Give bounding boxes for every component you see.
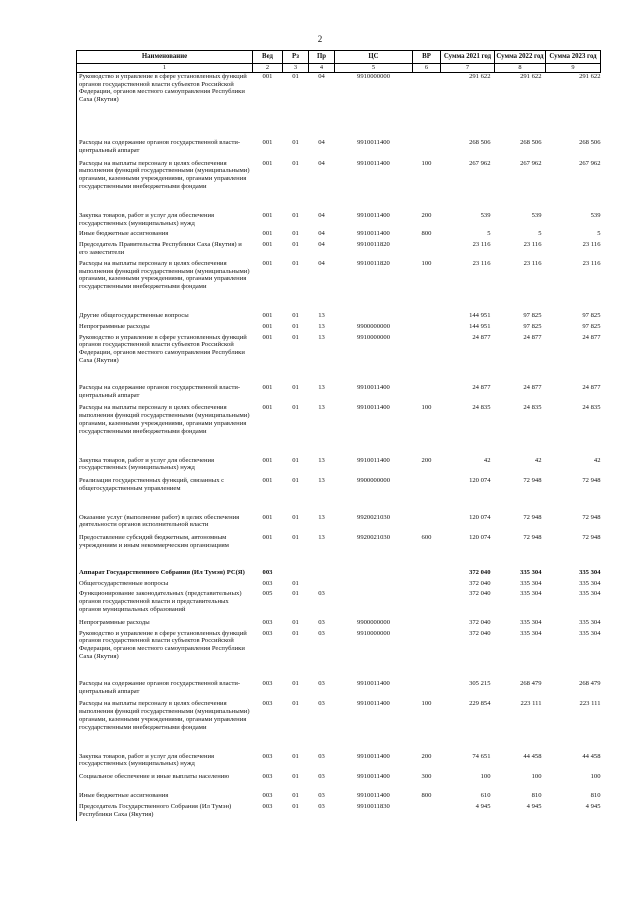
row-cs: 9910000000 xyxy=(357,72,390,80)
row-sum-2023: 72 948 xyxy=(582,477,601,485)
table-row xyxy=(77,619,601,630)
row-sum-2022: 335 304 xyxy=(520,568,542,576)
row-sum-2023: 335 304 xyxy=(579,568,601,576)
row-ved: 001 xyxy=(262,72,273,80)
row-pr: 03 xyxy=(318,629,325,637)
row-sum-2021: 229 854 xyxy=(469,700,491,708)
row-sum-2023: 5 xyxy=(597,230,601,238)
row-sum-2021: 24 877 xyxy=(472,383,491,391)
row-name: Председатель Государственного Собрания (Ил Тумэн) Республики Саха (Якутия) xyxy=(77,803,253,822)
row-rz: 01 xyxy=(292,679,299,687)
row-rz: 01 xyxy=(292,311,299,319)
row-ved: 001 xyxy=(262,404,273,412)
row-name: Расходы на выплаты персоналу в целях обеспечения выполнения функций государственными (муниципальными) органами, казенными учреждениями, органами управления государственными внебюджетными фондами xyxy=(77,700,253,752)
row-sum-2021: 24 835 xyxy=(472,404,491,412)
row-sum-2023: 223 111 xyxy=(579,700,601,708)
row-sum-2021: 4 945 xyxy=(475,802,491,810)
row-sum-2021: 539 xyxy=(480,211,491,219)
row-name: Расходы на выплаты персоналу в целях обеспечения выполнения функций государственными (муниципальными) органами, казенными учреждениями, органами управления государственными внебюджетными фондами xyxy=(77,160,253,212)
table-row xyxy=(77,323,601,334)
row-sum-2022: 810 xyxy=(531,792,542,800)
row-cs xyxy=(335,312,413,323)
row-cs: 9920021030 xyxy=(357,513,390,521)
row-sum-2021: 144 951 xyxy=(469,322,491,330)
row-sum-2023: 24 835 xyxy=(582,404,601,412)
row-name: Иные бюджетные ассигнования xyxy=(77,792,253,803)
row-sum-2022: 100 xyxy=(531,773,542,781)
row-rz: 01 xyxy=(292,590,299,598)
row-pr: 13 xyxy=(318,383,325,391)
row-vr: 100 xyxy=(421,159,432,167)
row-ved: 005 xyxy=(262,590,273,598)
table-row xyxy=(77,773,601,792)
row-sum-2023: 4 945 xyxy=(585,802,601,810)
page-number: 2 xyxy=(317,34,323,44)
header-pr: Пр xyxy=(309,51,335,64)
row-ved: 001 xyxy=(262,159,273,167)
row-ved: 001 xyxy=(262,259,273,267)
row-sum-2022: 268 506 xyxy=(520,138,542,146)
row-sum-2022: 97 825 xyxy=(523,322,542,330)
row-pr xyxy=(309,580,335,591)
row-cs: 9910011400 xyxy=(357,159,390,167)
row-sum-2023: 335 304 xyxy=(579,590,601,598)
row-sum-2023: 335 304 xyxy=(579,618,601,626)
table-row xyxy=(77,753,601,774)
row-name: Расходы на содержание органов государственной власти- центральный аппарат xyxy=(77,139,253,160)
table-row xyxy=(77,534,601,569)
row-name: Аппарат Государственного Собрания (Ил Тумэн) РС(Я) xyxy=(77,569,253,580)
row-pr: 03 xyxy=(318,802,325,810)
row-sum-2022: 23 116 xyxy=(523,259,542,267)
table-row xyxy=(77,212,601,231)
header-rz: Рз xyxy=(283,51,309,64)
row-rz: 01 xyxy=(292,241,299,249)
column-number: 3 xyxy=(283,63,309,72)
row-cs: 9910011400 xyxy=(357,679,390,687)
row-ved: 001 xyxy=(262,456,273,464)
row-sum-2021: 23 116 xyxy=(472,259,491,267)
row-pr: 13 xyxy=(318,513,325,521)
table-row xyxy=(77,312,601,323)
row-sum-2022: 23 116 xyxy=(523,241,542,249)
row-vr: 100 xyxy=(421,700,432,708)
row-vr xyxy=(413,580,441,591)
row-pr: 03 xyxy=(318,773,325,781)
row-rz xyxy=(283,569,309,580)
row-rz: 01 xyxy=(292,802,299,810)
row-sum-2021: 610 xyxy=(480,792,491,800)
row-name: Общегосударственные вопросы xyxy=(77,580,253,591)
row-vr xyxy=(413,514,441,535)
row-rz: 01 xyxy=(292,752,299,760)
row-rz: 01 xyxy=(292,230,299,238)
row-cs xyxy=(335,580,413,591)
row-sum-2021: 24 877 xyxy=(472,333,491,341)
row-ved: 001 xyxy=(262,311,273,319)
row-ved: 001 xyxy=(262,230,273,238)
row-name: Закупка товаров, работ и услуг для обеспечения государственных (муниципальных) нужд xyxy=(77,753,253,774)
column-number: 2 xyxy=(253,63,283,72)
row-sum-2022: 335 304 xyxy=(520,590,542,598)
row-cs: 9910011400 xyxy=(357,792,390,800)
row-rz: 01 xyxy=(292,159,299,167)
row-rz: 01 xyxy=(292,773,299,781)
table-row xyxy=(77,569,601,580)
row-name: Расходы на содержание органов государственной власти- центральный аппарат xyxy=(77,384,253,405)
budget-table xyxy=(76,50,601,821)
row-sum-2023: 539 xyxy=(590,211,601,219)
row-ved: 003 xyxy=(262,579,273,587)
row-sum-2023: 72 948 xyxy=(582,534,601,542)
table-row xyxy=(77,803,601,822)
row-sum-2022: 335 304 xyxy=(520,618,542,626)
row-ved: 001 xyxy=(262,322,273,330)
row-rz: 01 xyxy=(292,322,299,330)
row-cs: 9910011400 xyxy=(357,211,390,219)
row-name: Непрограммные расходы xyxy=(77,323,253,334)
column-number: 4 xyxy=(309,63,335,72)
row-sum-2021: 372 040 xyxy=(469,590,491,598)
row-rz: 01 xyxy=(292,534,299,542)
row-vr: 200 xyxy=(421,211,432,219)
row-name: Председатель Правительства Республики Саха (Якутия) и его заместители xyxy=(77,241,253,260)
table-row xyxy=(77,514,601,535)
row-sum-2022: 72 948 xyxy=(523,534,542,542)
row-cs xyxy=(335,590,413,618)
row-sum-2022: 335 304 xyxy=(520,579,542,587)
row-pr: 04 xyxy=(318,259,325,267)
row-pr: 13 xyxy=(318,456,325,464)
header-cs: ЦС xyxy=(335,51,413,64)
row-pr: 13 xyxy=(318,322,325,330)
row-sum-2021: 100 xyxy=(480,773,491,781)
row-sum-2022: 24 835 xyxy=(523,404,542,412)
row-name: Руководство и управление в сфере установленных функций органов государственной власти субъектов Российской Федерации, органов местного самоуправления Республики Саха (Якутия) xyxy=(77,72,253,139)
row-sum-2023: 268 479 xyxy=(579,679,601,687)
row-rz: 01 xyxy=(292,629,299,637)
row-sum-2023: 24 877 xyxy=(582,383,601,391)
row-name: Оказание услуг (выполнение работ) в целях обеспечения деятельности органов исполнительной власти xyxy=(77,514,253,535)
table-row xyxy=(77,680,601,701)
row-vr xyxy=(413,590,441,618)
row-pr: 04 xyxy=(318,138,325,146)
row-vr xyxy=(413,323,441,334)
row-pr: 04 xyxy=(318,211,325,219)
row-rz: 01 xyxy=(292,383,299,391)
row-sum-2023: 23 116 xyxy=(582,241,601,249)
header-sum-2022: Сумма 2022 год xyxy=(495,51,546,64)
row-ved: 001 xyxy=(262,383,273,391)
row-pr: 03 xyxy=(318,590,325,598)
row-name: Расходы на содержание органов государственной власти- центральный аппарат xyxy=(77,680,253,701)
row-rz: 01 xyxy=(292,618,299,626)
row-pr: 04 xyxy=(318,159,325,167)
row-sum-2023: 72 948 xyxy=(582,513,601,521)
table-row xyxy=(77,260,601,312)
row-ved: 003 xyxy=(262,700,273,708)
table-row xyxy=(77,792,601,803)
row-name: Закупка товаров, работ и услуг для обеспечения государственных (муниципальных) нужд xyxy=(77,457,253,478)
table-row xyxy=(77,160,601,212)
header-name: Наименование xyxy=(77,51,253,64)
row-sum-2023: 44 458 xyxy=(582,752,601,760)
column-number: 5 xyxy=(335,63,413,72)
table-row xyxy=(77,630,601,680)
row-ved: 003 xyxy=(262,802,273,810)
row-sum-2022: 335 304 xyxy=(520,629,542,637)
row-sum-2021: 120 074 xyxy=(469,477,491,485)
row-rz: 01 xyxy=(292,579,299,587)
table-body xyxy=(77,72,601,821)
row-cs: 9910011400 xyxy=(357,773,390,781)
row-cs: 9910011820 xyxy=(357,259,390,267)
row-ved: 003 xyxy=(262,752,273,760)
table-header-row xyxy=(77,51,601,64)
column-number: 8 xyxy=(495,63,546,72)
row-cs: 9910000000 xyxy=(357,629,390,637)
row-name: Руководство и управление в сфере установленных функций органов государственной власти субъектов Российской Федерации, органов местного самоуправления Республики Саха (Якутия) xyxy=(77,334,253,384)
row-ved: 001 xyxy=(262,138,273,146)
row-vr xyxy=(413,477,441,514)
table-row xyxy=(77,72,601,139)
row-sum-2021: 120 074 xyxy=(469,534,491,542)
row-cs: 9910000000 xyxy=(357,333,390,341)
table-row xyxy=(77,139,601,160)
row-name: Расходы на выплаты персоналу в целях обеспечения выполнения функций государственными (муниципальными) органами, казенными учреждениями, органами управления государственными внебюджетными фондами xyxy=(77,404,253,456)
row-rz: 01 xyxy=(292,456,299,464)
row-ved: 003 xyxy=(262,773,273,781)
row-sum-2022: 44 458 xyxy=(523,752,542,760)
row-sum-2021: 267 962 xyxy=(469,159,491,167)
row-rz: 01 xyxy=(292,333,299,341)
row-sum-2023: 267 962 xyxy=(579,159,601,167)
row-pr: 13 xyxy=(318,477,325,485)
row-ved: 003 xyxy=(262,568,273,576)
row-sum-2021: 372 040 xyxy=(469,618,491,626)
row-vr xyxy=(413,312,441,323)
row-ved: 003 xyxy=(262,618,273,626)
row-rz: 01 xyxy=(292,259,299,267)
row-sum-2022: 24 877 xyxy=(523,383,542,391)
row-vr xyxy=(413,334,441,384)
row-vr xyxy=(413,139,441,160)
row-ved: 003 xyxy=(262,792,273,800)
row-ved: 001 xyxy=(262,333,273,341)
row-cs: 9910011400 xyxy=(357,752,390,760)
table-row xyxy=(77,580,601,591)
row-name: Другие общегосударственные вопросы xyxy=(77,312,253,323)
row-sum-2021: 23 116 xyxy=(472,241,491,249)
row-pr: 04 xyxy=(318,241,325,249)
row-sum-2022: 539 xyxy=(531,211,542,219)
row-sum-2023: 335 304 xyxy=(579,629,601,637)
table-row xyxy=(77,477,601,514)
row-sum-2022: 42 xyxy=(534,456,542,464)
row-sum-2021: 120 074 xyxy=(469,513,491,521)
row-ved: 001 xyxy=(262,534,273,542)
row-vr xyxy=(413,803,441,822)
row-name: Руководство и управление в сфере установленных функций органов государственной власти субъектов Российской Федерации, органов местного самоуправления Республики Саха (Якутия) xyxy=(77,630,253,680)
row-sum-2022: 24 877 xyxy=(523,333,542,341)
row-vr: 600 xyxy=(421,534,432,542)
row-pr: 13 xyxy=(318,333,325,341)
row-name: Иные бюджетные ассигнования xyxy=(77,230,253,241)
row-ved: 001 xyxy=(262,477,273,485)
column-number: 9 xyxy=(546,63,601,72)
table-row xyxy=(77,230,601,241)
row-sum-2023: 42 xyxy=(593,456,601,464)
row-rz: 01 xyxy=(292,792,299,800)
row-sum-2023: 23 116 xyxy=(582,259,601,267)
row-sum-2021: 268 506 xyxy=(469,138,491,146)
row-rz: 01 xyxy=(292,72,299,80)
header-sum-2021: Сумма 2021 год xyxy=(441,51,495,64)
row-cs: 9900000000 xyxy=(357,618,390,626)
row-vr xyxy=(413,630,441,680)
column-number: 7 xyxy=(441,63,495,72)
row-rz: 01 xyxy=(292,477,299,485)
row-ved: 003 xyxy=(262,629,273,637)
row-ved: 001 xyxy=(262,513,273,521)
row-pr: 03 xyxy=(318,792,325,800)
row-vr: 200 xyxy=(421,752,432,760)
row-sum-2021: 372 040 xyxy=(469,568,491,576)
row-cs: 9910011400 xyxy=(357,383,390,391)
row-ved: 001 xyxy=(262,241,273,249)
row-rz: 01 xyxy=(292,138,299,146)
row-vr xyxy=(413,72,441,139)
row-pr: 03 xyxy=(318,679,325,687)
row-vr: 800 xyxy=(421,230,432,238)
row-sum-2023: 100 xyxy=(590,773,601,781)
row-pr: 04 xyxy=(318,230,325,238)
row-name: Закупка товаров, работ и услуг для обеспечения государственных (муниципальных) нужд xyxy=(77,212,253,231)
table-row xyxy=(77,334,601,384)
row-sum-2023: 335 304 xyxy=(579,579,601,587)
table-row xyxy=(77,590,601,618)
row-sum-2022: 267 962 xyxy=(520,159,542,167)
row-name: Функционирование законодательных (представительных) органов государственной власти и представительных органов муниципальных образований xyxy=(77,590,253,618)
row-ved: 003 xyxy=(262,679,273,687)
header-vr: ВР xyxy=(413,51,441,64)
row-cs: 9910011400 xyxy=(357,138,390,146)
row-pr: 13 xyxy=(318,404,325,412)
row-sum-2022: 291 622 xyxy=(520,72,542,80)
row-sum-2023: 268 506 xyxy=(579,138,601,146)
row-name: Непрограммные расходы xyxy=(77,619,253,630)
row-sum-2023: 97 825 xyxy=(582,311,601,319)
row-ved: 001 xyxy=(262,211,273,219)
row-sum-2022: 268 479 xyxy=(520,679,542,687)
row-vr xyxy=(413,384,441,405)
row-vr: 200 xyxy=(421,456,432,464)
row-vr xyxy=(413,241,441,260)
row-sum-2022: 5 xyxy=(538,230,542,238)
row-sum-2021: 291 622 xyxy=(469,72,491,80)
row-pr: 13 xyxy=(318,534,325,542)
row-sum-2021: 5 xyxy=(487,230,491,238)
header-ved: Вед xyxy=(253,51,283,64)
row-sum-2021: 74 651 xyxy=(472,752,491,760)
row-sum-2023: 24 877 xyxy=(582,333,601,341)
row-name: Реализация государственных функций, связанных с общегосударственным управлением xyxy=(77,477,253,514)
row-sum-2021: 144 951 xyxy=(469,311,491,319)
row-pr: 13 xyxy=(318,311,325,319)
row-cs: 9910011400 xyxy=(357,230,390,238)
row-rz: 01 xyxy=(292,513,299,521)
row-rz: 01 xyxy=(292,404,299,412)
header-sum-2023: Сумма 2023 год xyxy=(546,51,601,64)
row-vr: 800 xyxy=(421,792,432,800)
row-vr: 100 xyxy=(421,404,432,412)
row-cs: 9910011820 xyxy=(357,241,390,249)
row-sum-2023: 291 622 xyxy=(579,72,601,80)
row-sum-2023: 97 825 xyxy=(582,322,601,330)
row-vr: 300 xyxy=(421,773,432,781)
row-name: Расходы на выплаты персоналу в целях обеспечения выполнения функций государственными (муниципальными) органами, казенными учреждениями, органами управления государственными внебюджетными фондами xyxy=(77,260,253,312)
row-sum-2021: 305 215 xyxy=(469,679,491,687)
row-pr: 03 xyxy=(318,618,325,626)
row-name: Предоставление субсидий бюджетным, автономным учреждениям и иным некоммерческим организациям xyxy=(77,534,253,569)
row-cs: 9920021030 xyxy=(357,534,390,542)
row-sum-2022: 72 948 xyxy=(523,513,542,521)
row-sum-2022: 223 111 xyxy=(520,700,542,708)
row-sum-2021: 372 040 xyxy=(469,629,491,637)
table-row xyxy=(77,700,601,752)
row-cs: 9910011830 xyxy=(357,802,390,810)
row-sum-2022: 97 825 xyxy=(523,311,542,319)
row-vr xyxy=(413,569,441,580)
row-pr: 04 xyxy=(318,72,325,80)
table-row xyxy=(77,384,601,405)
row-rz: 01 xyxy=(292,211,299,219)
row-vr xyxy=(413,619,441,630)
row-cs xyxy=(335,569,413,580)
row-cs: 9900000000 xyxy=(357,477,390,485)
row-sum-2023: 810 xyxy=(590,792,601,800)
table-row xyxy=(77,404,601,456)
column-number-row xyxy=(77,63,601,72)
table-row xyxy=(77,241,601,260)
row-sum-2021: 42 xyxy=(483,456,491,464)
row-cs: 9910011400 xyxy=(357,700,390,708)
row-cs: 9910011400 xyxy=(357,404,390,412)
row-sum-2021: 372 040 xyxy=(469,579,491,587)
row-pr: 03 xyxy=(318,700,325,708)
table-row xyxy=(77,457,601,478)
row-cs: 9910011400 xyxy=(357,456,390,464)
row-pr: 03 xyxy=(318,752,325,760)
row-vr: 100 xyxy=(421,259,432,267)
row-sum-2022: 72 948 xyxy=(523,477,542,485)
row-vr xyxy=(413,680,441,701)
column-number: 6 xyxy=(413,63,441,72)
row-rz: 01 xyxy=(292,700,299,708)
row-name: Социальное обеспечение и иные выплаты населению xyxy=(77,773,253,792)
column-number: 1 xyxy=(77,63,253,72)
row-sum-2022: 4 945 xyxy=(526,802,542,810)
row-cs: 9900000000 xyxy=(357,322,390,330)
row-pr xyxy=(309,569,335,580)
